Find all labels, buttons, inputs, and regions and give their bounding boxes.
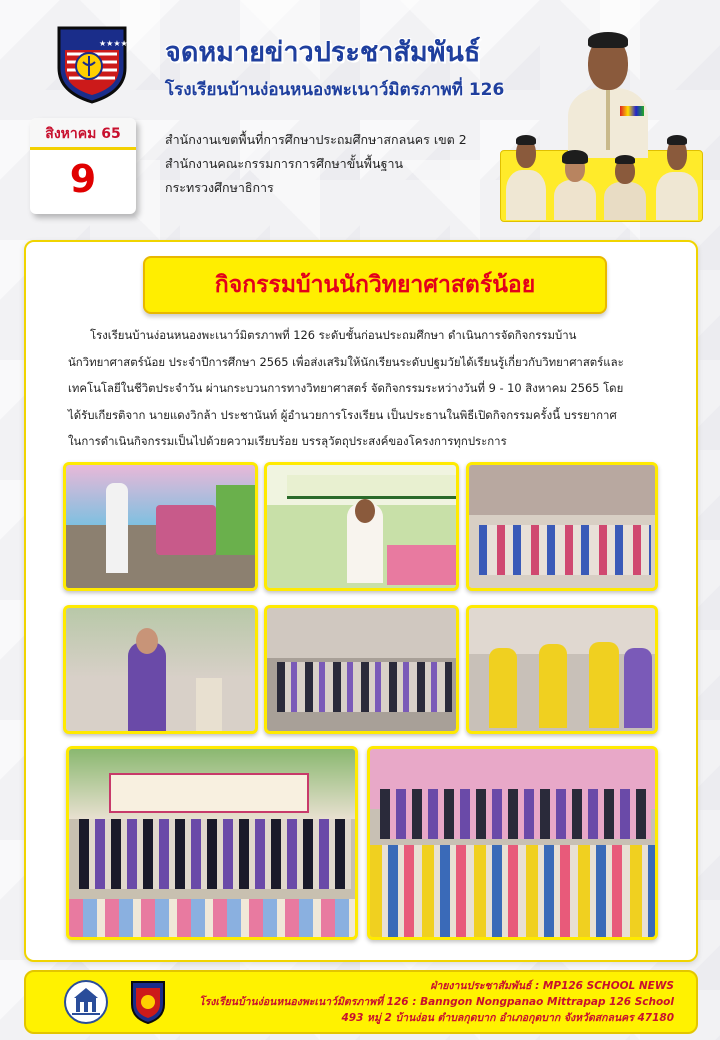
staff-portrait-group <box>500 28 703 224</box>
newsletter-title: จดหมายข่าวประชาสัมพันธ์ <box>165 37 481 68</box>
date-month: สิงหาคม 65 <box>30 118 136 150</box>
activity-photo-1 <box>63 462 258 591</box>
footer-line-address: 493 หมู่ 2 บ้านง่อน ตำบลกุดบาก อำเภอกุดบาก จังหวัดสกลนคร 47180 <box>341 1012 674 1024</box>
activity-photo-5 <box>264 605 459 734</box>
staff-portrait-4 <box>652 132 702 220</box>
body-line-1 <box>68 322 658 349</box>
body-line-3: เทคโนโลยีในชีวิตประจำวัน ผ่านกระบวนการทางวิทยาศาสตร์ จัดกิจกรรมระหว่างวันที่ 9 - 10 สิงหาคม 2565 โดย <box>68 381 624 395</box>
org-line-office: สำนักงานคณะกรรมการการศึกษาขั้นพื้นฐาน <box>165 156 404 171</box>
activity-photo-7 <box>66 746 358 940</box>
svg-text:★★★★: ★★★★ <box>99 39 128 48</box>
footer-contact <box>199 978 674 1026</box>
staff-portrait-2 <box>550 148 600 220</box>
school-name: โรงเรียนบ้านง่อนหนองพะเนาว์มิตรภาพที่ 126 <box>165 80 505 100</box>
activity-photo-4 <box>63 605 258 734</box>
activity-photo-3 <box>466 462 658 591</box>
staff-portrait-3 <box>600 154 650 220</box>
org-line-district: สำนักงานเขตพื้นที่การศึกษาประถมศึกษาสกลนคร เขต 2 <box>165 132 467 147</box>
footer-line-news: ฝ่ายงานประชาสัมพันธ์ : MP126 SCHOOL NEWS <box>430 980 674 992</box>
district-office-logo <box>64 980 108 1024</box>
date-card <box>30 118 136 214</box>
activity-photo-2 <box>264 462 459 591</box>
staff-portrait-1 <box>502 132 550 220</box>
footer-line-school: โรงเรียนบ้านง่อนหนองพะเนาว์มิตรภาพที่ 126 : Banngon Nongpanao Mittrapap 126 School <box>199 996 674 1008</box>
org-line-ministry: กระทรวงศึกษาธิการ <box>165 180 274 195</box>
director-portrait <box>558 28 658 158</box>
body-line-5: ในการดำเนินกิจกรรมเป็นไปด้วยความเรียบร้อย บรรลุวัตถุประสงค์ของโครงการทุกประการ <box>68 434 507 448</box>
school-logo <box>55 24 129 104</box>
school-logo-small <box>130 980 166 1024</box>
body-line-4: ได้รับเกียรติจาก นายแดงวิกล้า ประชานันท์ ผู้อำนวยการโรงเรียน เป็นประธานในพิธีเปิดกิจกรรมครั้งนี้ บรรยากาศ <box>68 407 617 422</box>
organization-lines <box>165 128 467 200</box>
activity-title: กิจกรรมบ้านนักวิทยาศาสตร์น้อย <box>143 256 607 314</box>
activity-photo-6 <box>466 605 658 734</box>
news-body <box>68 322 658 455</box>
activity-photo-8 <box>367 746 658 940</box>
body-line-2: นักวิทยาศาสตร์น้อย ประจำปีการศึกษา 2565 เพื่อส่งเสริมให้นักเรียนระดับปฐมวัยได้เรียนรู้เกี่ยวกับวิทยาศาสตร์และ <box>68 354 624 369</box>
date-day: 9 <box>69 157 97 201</box>
body-line-1-text: โรงเรียนบ้านง่อนหนองพะเนาว์มิตรภาพที่ 126 ระดับชั้นก่อนประถมศึกษา ดำเนินการจัดกิจกรรมบ้าน <box>90 328 577 342</box>
